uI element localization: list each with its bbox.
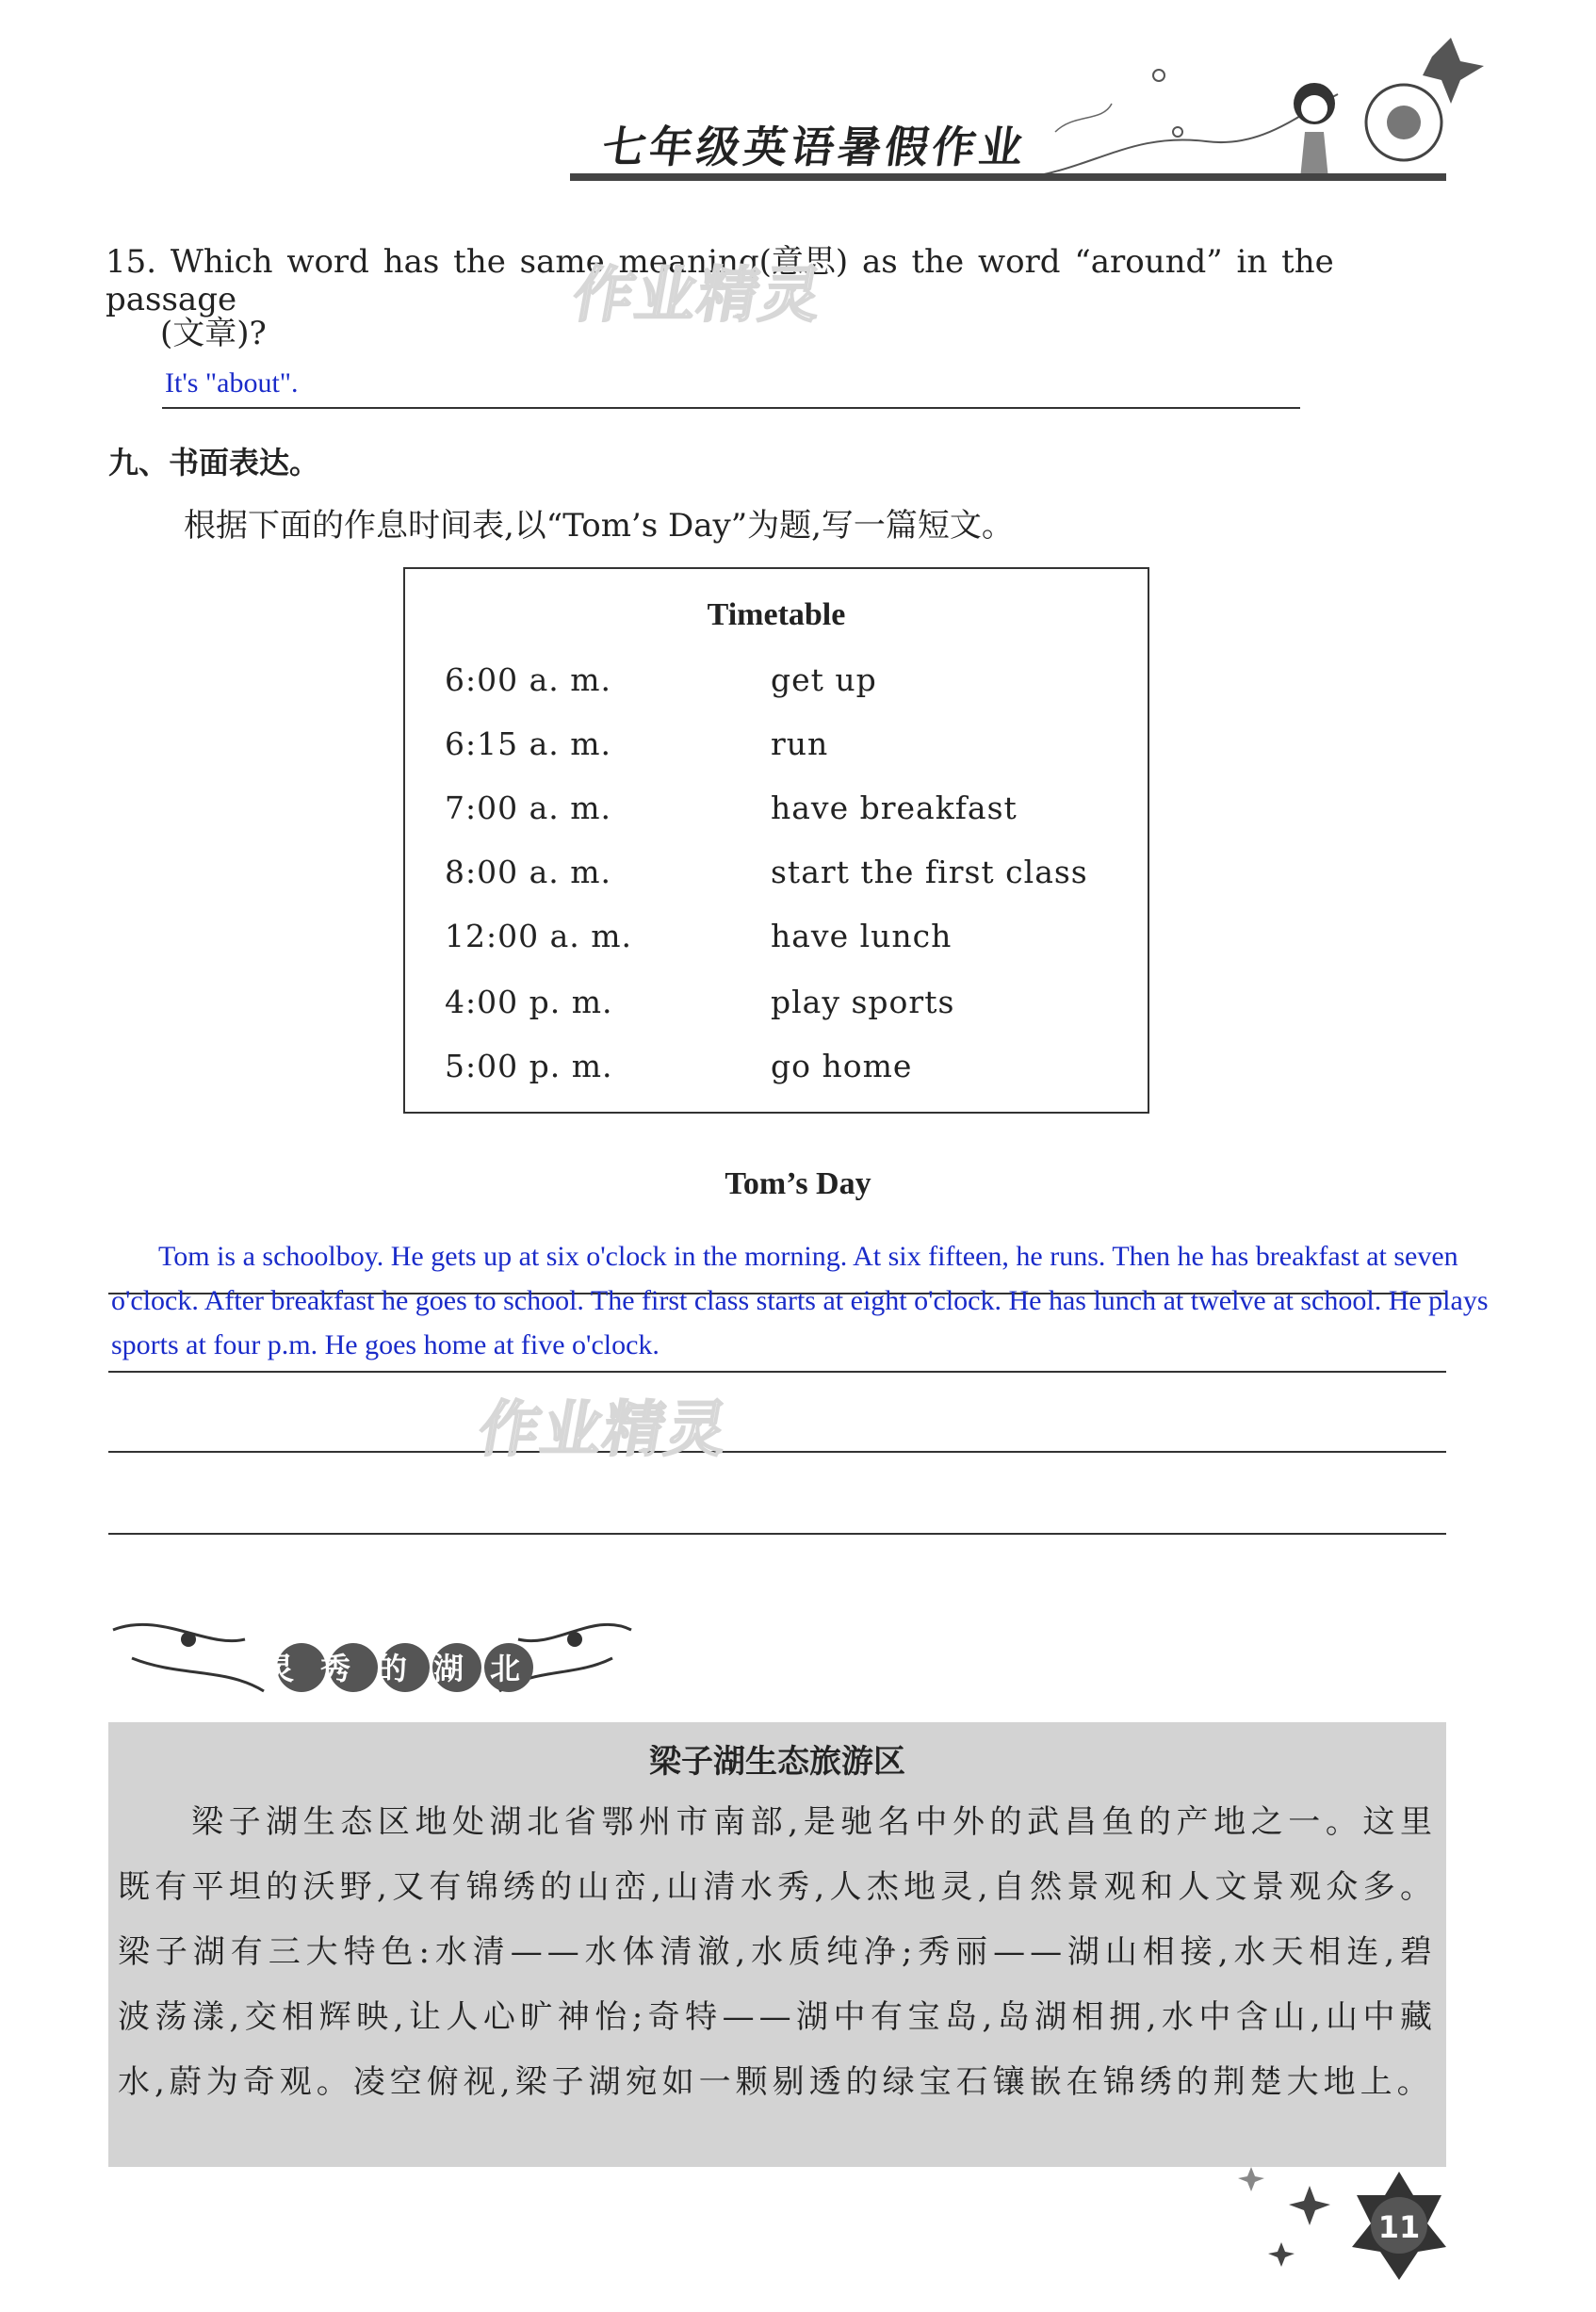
- watermark: 作业精灵: [473, 1395, 735, 1465]
- essay-title: Tom’s Day: [725, 1166, 871, 1201]
- timetable-activity: go home: [771, 1048, 913, 1084]
- timetable-activity: run: [771, 725, 829, 762]
- essay-answer: Tom is a schoolboy. He gets up at six o'clock in the morning. At six fifteen, he runs. Then he has breakfast at seven o'clock. After breakfast he goes to school. The first class starts at eight o'clock. He has lunch at twelve at school. He plays sports at four p.m. He goes home at five o'clock.: [111, 1241, 1489, 1360]
- timetable-activity: get up: [771, 661, 877, 698]
- question-15-text: Which word has the same meaning(意思) as the word “around” in the passage: [106, 243, 1334, 318]
- timetable-time: 12:00 a. m.: [445, 918, 633, 954]
- hubei-info-box: [108, 1722, 1446, 2167]
- answer-line: [162, 407, 1300, 409]
- question-15-text-line2: (文章)?: [160, 315, 267, 352]
- timetable-time: 8:00 a. m.: [445, 854, 612, 890]
- section-9-heading: 九、书面表达。: [108, 445, 320, 480]
- hubei-banner-text: 灵秀的湖北: [263, 1651, 547, 1686]
- timetable-time: 7:00 a. m.: [445, 790, 612, 826]
- hubei-banner: [104, 1611, 650, 1715]
- question-15-answer: It's "about".: [165, 367, 299, 399]
- header-title: 七年级英语暑假作业: [598, 122, 1031, 172]
- question-15-number: 15.: [106, 243, 157, 281]
- timetable-time: 6:00 a. m.: [445, 661, 612, 698]
- girl-illustration-icon: [1294, 83, 1335, 179]
- hubei-text: 梁子湖生态区地处湖北省鄂州市南部,是驰名中外的武昌鱼的产地之一。这里既有平坦的沃野,又有锦绣的山峦,山清水秀,人杰地灵,自然景观和人文景观众多。梁子湖有三大特色:水清——水体清澈,水质纯净;秀丽——湖山相接,水天相连,碧波荡漾,交相辉映,让人心旷神怡;奇特——湖中有宝岛,岛湖相拥,水中含山,山中藏水,蔚为奇观。凌空俯视,梁子湖宛如一颗剔透的绿宝石镶嵌在锦绣的荆楚大地上。: [118, 1803, 1437, 2101]
- timetable-activity: start the first class: [771, 854, 1088, 890]
- writing-line: [108, 1533, 1446, 1535]
- watermark: 作业精灵: [567, 261, 829, 331]
- timetable-title: Timetable: [707, 597, 846, 632]
- timetable-activity: play sports: [771, 984, 955, 1020]
- writing-line: [108, 1371, 1446, 1373]
- timetable-time: 5:00 p. m.: [445, 1048, 613, 1084]
- timetable-time: 4:00 p. m.: [445, 984, 613, 1020]
- page-number: 11: [1377, 2209, 1421, 2245]
- timetable-activity: have breakfast: [771, 790, 1018, 826]
- timetable: [403, 567, 1149, 1114]
- section-9-instruction: 根据下面的作息时间表,以“Tom’s Day”为题,写一篇短文。: [184, 507, 1014, 545]
- timetable-time: 6:15 a. m.: [445, 725, 612, 762]
- timetable-activity: have lunch: [771, 918, 953, 954]
- writing-line: [108, 1451, 1446, 1453]
- header-rule: [570, 173, 1446, 181]
- hubei-title: 梁子湖生态旅游区: [649, 1743, 905, 1781]
